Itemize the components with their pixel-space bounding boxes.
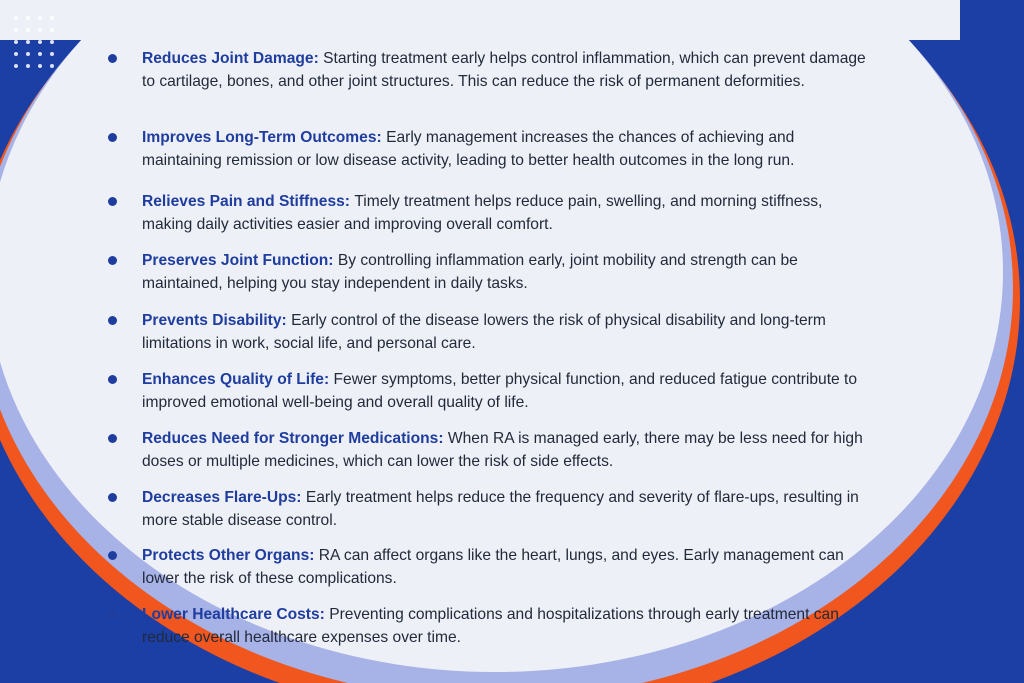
bullet-icon — [108, 316, 117, 325]
benefit-text: Starting treatment early helps control inflammation, which can prevent damage to cartilage, bones, and other joint structures. This can reduce the risk of permanent deformities. — [142, 50, 866, 90]
dot-grid-decoration — [12, 14, 64, 70]
benefit-text: Preventing complications and hospitalizations through early treatment can reduce overall healthcare expenses over time. — [142, 606, 839, 646]
bullet-icon — [108, 610, 117, 619]
benefit-item — [108, 309, 868, 355]
benefit-title: Enhances Quality of Life: — [142, 371, 334, 388]
benefit-title: Reduces Joint Damage: — [142, 50, 324, 67]
benefit-item — [108, 544, 868, 590]
benefit-item — [108, 249, 868, 295]
benefit-text: RA can affect organs like the heart, lungs, and eyes. Early management can lower the risk of these complications. — [142, 547, 844, 587]
benefit-text: Early control of the disease lowers the risk of physical disability and long-term limitations in work, social life, and personal care. — [142, 312, 826, 352]
benefit-title: Improves Long-Term Outcomes: — [142, 129, 387, 146]
benefit-title: Decreases Flare-Ups: — [142, 489, 306, 506]
benefit-text: Early treatment helps reduce the frequency and severity of flare-ups, resulting in more stable disease control. — [142, 489, 859, 529]
bullet-icon — [108, 434, 117, 443]
bullet-icon — [108, 493, 117, 502]
benefit-title: Relieves Pain and Stiffness: — [142, 193, 355, 210]
benefit-title: Preserves Joint Function: — [142, 252, 338, 269]
bullet-icon — [108, 375, 117, 384]
benefit-item — [108, 47, 868, 93]
benefit-item — [108, 190, 868, 236]
benefit-title: Protects Other Organs: — [142, 547, 319, 564]
benefit-title: Reduces Need for Stronger Medications: — [142, 430, 448, 447]
bullet-icon — [108, 133, 117, 142]
benefit-item — [108, 368, 868, 414]
bullet-icon — [108, 197, 117, 206]
bullet-icon — [108, 551, 117, 560]
benefit-item — [108, 126, 868, 172]
bullet-icon — [108, 54, 117, 63]
benefit-item — [108, 603, 868, 649]
bullet-icon — [108, 256, 117, 265]
benefit-title: Prevents Disability: — [142, 312, 292, 329]
benefit-title: Lower Healthcare Costs: — [142, 606, 330, 623]
benefit-item — [108, 427, 868, 473]
benefit-text: Timely treatment helps reduce pain, swelling, and morning stiffness, making daily activities easier and improving overall comfort. — [142, 193, 823, 233]
benefit-text: By controlling inflammation early, joint mobility and strength can be maintained, helping you stay independent in daily tasks. — [142, 252, 798, 292]
benefit-item — [108, 486, 868, 532]
benefit-text: When RA is managed early, there may be less need for high doses or multiple medicines, which can lower the risk of side effects. — [142, 430, 863, 470]
benefit-text: Fewer symptoms, better physical function, and reduced fatigue contribute to improved emotional well-being and overall quality of life. — [142, 371, 858, 411]
benefit-text: Early management increases the chances of achieving and maintaining remission or low disease activity, leading to better health outcomes in the long run. — [142, 129, 795, 169]
